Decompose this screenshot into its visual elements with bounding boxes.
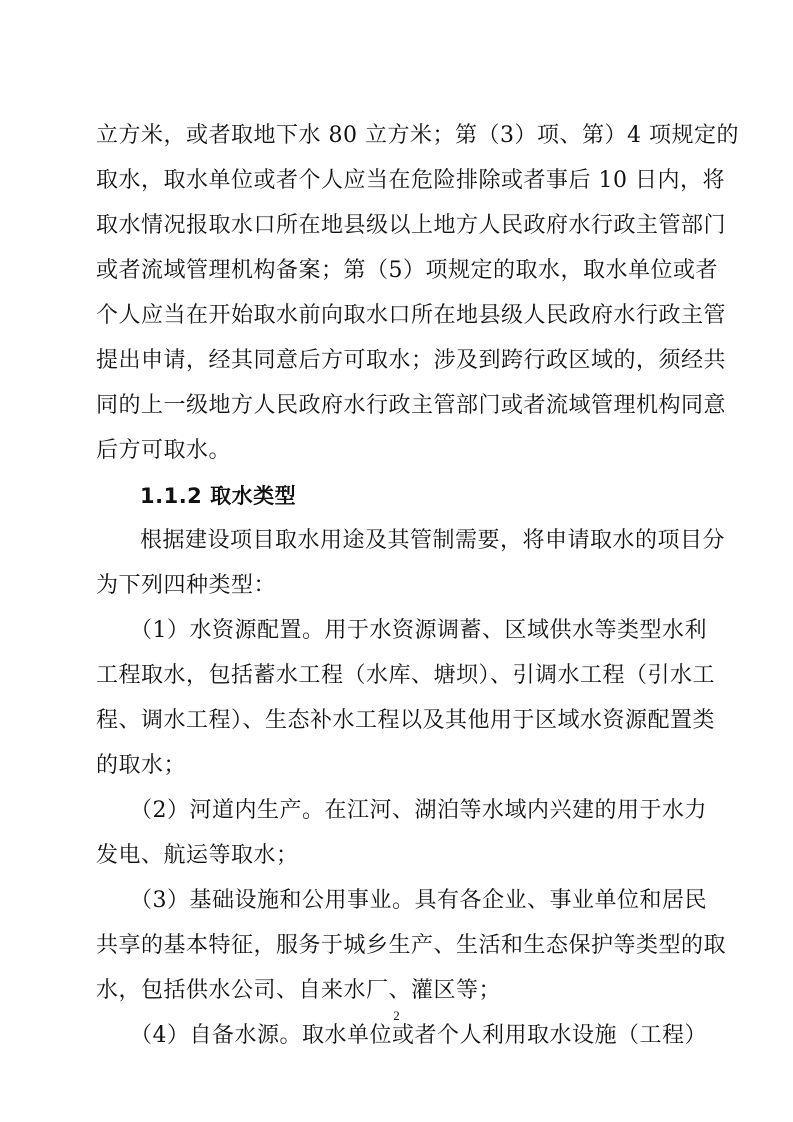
paragraph-line: 程、调水工程）、生态补水工程以及其他用于区域水资源配置类: [96, 708, 716, 733]
paragraph-line: 根据建设项目取水用途及其管制需要，将申请取水的项目分: [140, 528, 726, 553]
paragraph-line: 共享的基本特征，服务于城乡生产、生活和生态保护等类型的取: [96, 933, 727, 958]
paragraph-line: 取水情况报取水口所在地县级以上地方人民政府水行政主管部门: [96, 213, 727, 238]
paragraph-line: 水，包括供水公司、自来水厂、灌区等；: [96, 978, 502, 1003]
paragraph-line: 个人应当在开始取水前向取水口所在地县级人民政府水行政主管: [96, 303, 727, 328]
paragraph-line: （4）自备水源。取水单位或者个人利用取水设施（工程）: [130, 1023, 707, 1048]
paragraph-line: 为下列四种类型：: [96, 573, 277, 598]
section-heading: 1.1.2 取水类型: [140, 484, 297, 508]
paragraph-line: （3）基础设施和公用事业。具有各企业、事业单位和居民: [130, 888, 707, 913]
paragraph-line: 取水，取水单位或者个人应当在危险排除或者事后 10 日内，将: [96, 168, 725, 193]
paragraph-line: （2）河道内生产。在江河、湖泊等水域内兴建的用于水力: [130, 798, 707, 823]
paragraph-line: 提出申请，经其同意后方可取水；涉及到跨行政区域的，须经共: [96, 348, 727, 373]
paragraph-line: 后方可取水。: [96, 438, 232, 463]
page-number: 2: [393, 1008, 400, 1023]
paragraph-line: 同的上一级地方人民政府水行政主管部门或者流域管理机构同意: [96, 393, 727, 418]
paragraph-line: 的取水；: [96, 753, 187, 778]
paragraph-line: （1）水资源配置。用于水资源调蓄、区域供水等类型水利: [130, 618, 707, 643]
paragraph-line: 或者流域管理机构备案；第（5）项规定的取水，取水单位或者: [96, 258, 718, 283]
paragraph-line: 工程取水，包括蓄水工程（水库、塘坝）、引调水工程（引水工: [96, 663, 716, 688]
paragraph-line: 发电、航运等取水；: [96, 843, 299, 868]
paragraph-line: 立方米，或者取地下水 80 立方米；第（3）项、第）4 项规定的: [96, 123, 739, 148]
